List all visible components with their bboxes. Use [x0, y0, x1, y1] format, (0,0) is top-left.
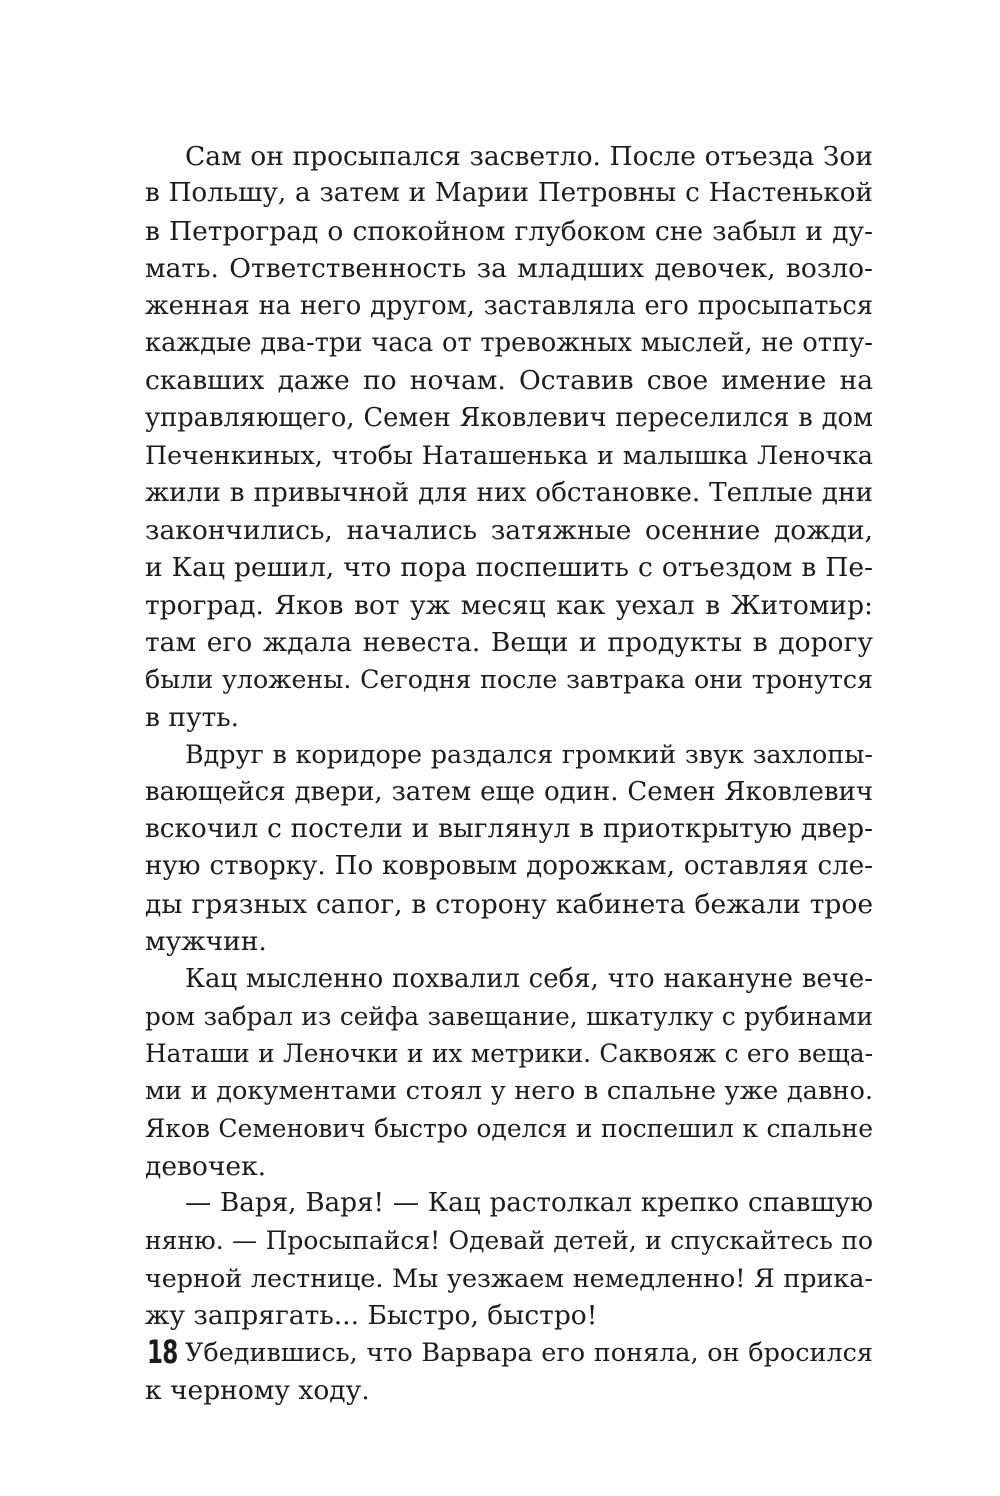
text-line: были уложены. Сегодня после завтрака они тронутся: [145, 665, 873, 695]
text-line: вскочил с постели и выглянул в приоткрытую двер-: [145, 814, 873, 845]
text-line: скавших даже по ночам. Оставив свое имение на: [145, 365, 873, 397]
text-line: в Польшу, а затем и Марии Петровны с Настенькой: [145, 178, 873, 209]
text-line: и Кац решил, что пора поспешить с отъездом в Пе-: [145, 552, 873, 584]
text-line: Сам он просыпался засветло. После отъезда Зои: [185, 141, 873, 172]
text-line: Кац мысленно похвалил себя, что накануне вече-: [185, 963, 873, 994]
text-line: ми и документами стоял у него в спальне уже давно.: [145, 1075, 873, 1106]
paragraph: [145, 1335, 873, 1410]
text-line: в Петроград о спокойном глубоком сне забыл и ду-: [145, 215, 873, 247]
paragraph: [145, 138, 873, 736]
body-text: [145, 138, 873, 1409]
text-line: к черному ходу.: [145, 1374, 370, 1406]
text-line: — Варя, Варя! — Кац растолкал крепко спавшую: [185, 1187, 873, 1218]
paragraph: [145, 736, 873, 960]
text-line: троград. Яков вот уж месяц как уехал в Житомир:: [145, 589, 873, 621]
text-line: девочек.: [145, 1150, 267, 1182]
text-line: мать. Ответственность за младших девочек, возло-: [145, 253, 873, 285]
text-line: закончились, начались затяжные осенние дожди,: [145, 514, 873, 546]
text-line: каждые два-три часа от тревожных мыслей, не отпу-: [145, 327, 873, 358]
paragraph: [145, 961, 873, 1185]
text-line: в путь.: [145, 701, 240, 733]
text-line: Вдруг в коридоре раздался громкий звук захлопы-: [185, 739, 873, 770]
text-line: черной лестнице. Мы уезжаем немедленно! Я прика-: [145, 1262, 873, 1293]
text-line: мужчин.: [145, 926, 267, 958]
text-line: жили в привычной для них обстановке. Теплые дни: [145, 477, 873, 508]
page-number: 18: [147, 1333, 178, 1371]
text-line: ную створку. По ковровым дорожкам, оставляя сле-: [145, 851, 873, 882]
text-line: няню. — Просыпайся! Одевай детей, и спускайтесь по: [145, 1226, 873, 1256]
text-line: женная на него другом, заставляла его просыпаться: [145, 290, 873, 321]
text-line: там его ждала невеста. Вещи и продукты в дорогу: [145, 627, 873, 659]
paragraph: [145, 1185, 873, 1335]
text-line: ром забрал из сейфа завещание, шкатулку с рубинами: [145, 1001, 873, 1031]
text-line: Печенкиных, чтобы Наташенька и малышка Леночка: [145, 440, 873, 471]
text-line: вающейся двери, затем еще один. Семен Яковлевич: [145, 776, 873, 807]
text-line: Убедившись, что Варвара его поняла, он бросился: [185, 1337, 873, 1368]
text-line: Яков Семенович быстро оделся и поспешил к спальне: [145, 1114, 873, 1144]
text-line: управляющего, Семен Яковлевич переселился в дом: [145, 402, 873, 433]
text-line: Наташи и Леночки и их метрики. Саквояж с его веща-: [145, 1039, 873, 1069]
text-line: жу запрягать... Быстро, быстро!: [145, 1300, 598, 1332]
text-line: ды грязных сапог, в сторону кабинета бежали трое: [145, 888, 873, 920]
